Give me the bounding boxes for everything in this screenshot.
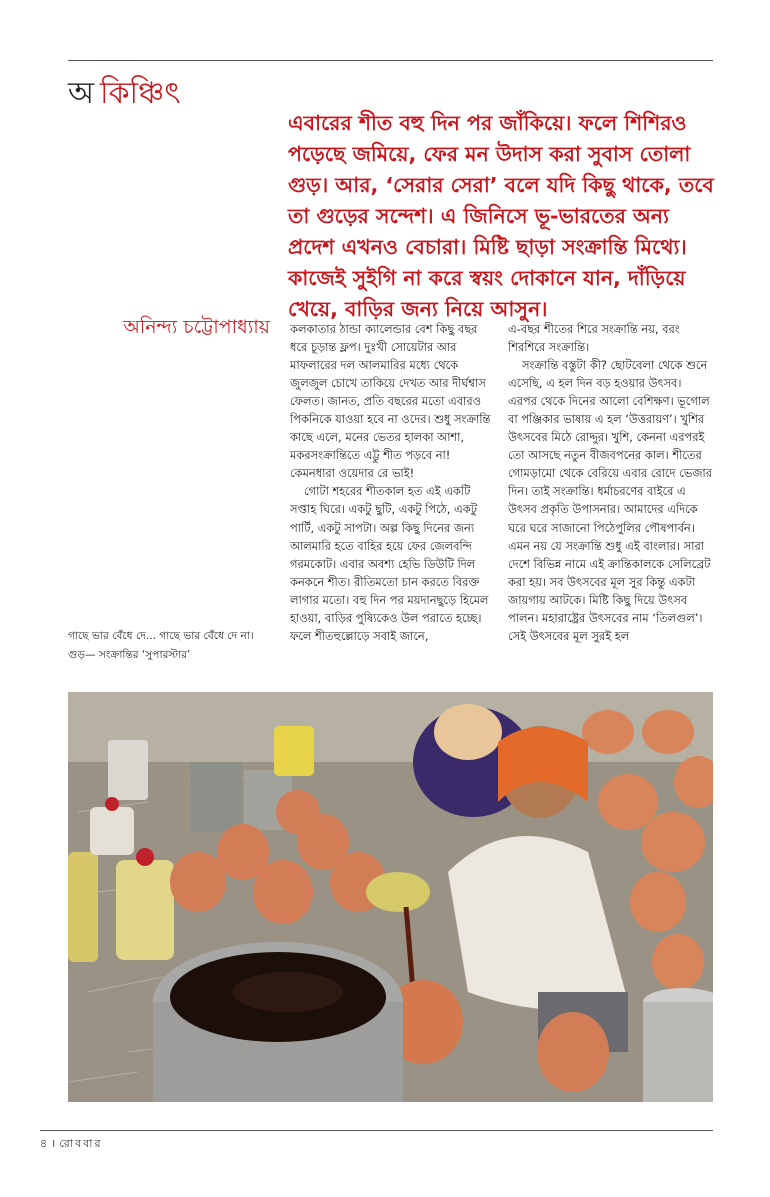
jaggery-vendor-photo: [68, 692, 713, 1102]
article-paragraph: গোটা শহরের শীতকাল হত এই একটি সপ্তাহ ঘিরে। একটু ছুটি, একটু পিঠে, একটু পার্টি, একটু সাপটা। অল্প কিছু দিনের জন্য আলমারি হতে বাহির হয়ে ফের জেলবন্দি গরমকোট। এবার অবশ্য হেভি ডিউটি দিল কনকনে শীত। রীতিমতো চান করতে বিরক্ত লাগার মতো। বহু দিন পর ময়দানছুড়ে হিমেল হাওয়া, বাড়ির পুষ্যিকেও উল পরাতে হচ্ছে। ফলে শীতহুল্লোড়ে সবাই জানে,: [290, 484, 489, 643]
section-prefix: অ: [68, 76, 94, 111]
section-header: [68, 76, 180, 112]
photo-illustration: [68, 692, 713, 1102]
article-paragraph: সংক্রান্তি বস্তুটা কী? ছোটবেলা থেকে শুনে এসেছি, এ হল দিন বড় হওয়ার উৎসব। এরপর থেকে দিনের আলো বেশিক্ষণ। ভূগোল বা পঞ্জিকার ভাষায় এ হল ‘উত্তরায়ণ’। খুশির উৎসবের মিঠে রোদ্দুর। খুশি, কেননা এরপরই তো আসছে নতুন বীজবপনের কাল। শীতের গোমড়ামো থেকে বেরিয়ে এবার রোদে ভেজার দিন। তাই সংক্রান্তি। ধর্মাচরণের বাইরে এ উৎসব প্রকৃতি উপাসনার। আমাদের এদিকে ঘরে ঘরে সাজানো পিঠেপুলির পৌষপার্বন। এমন নয় যে সংক্রান্তি শুধু এই বাংলার। সারা দেশে বিভিন্ন নামে এই ক্রান্তিকালকে সেলিব্রেট করা হয়। সব উৎসবের মূল সুর কিন্তু একটা জায়গায় আটকে। মিষ্টি কিছু দিয়ে উৎসব পালন। মহারাষ্ট্রের উৎসবের নাম ‘তিলগুল’। সেই উৎসবের মূল সুরই হল: [508, 358, 712, 643]
bottom-rule: [40, 1130, 713, 1131]
author-byline: অনিন্দ্য চট্টোপাধ্যায়: [123, 316, 270, 338]
article-column-2: [508, 320, 714, 645]
caption-line: গাছে ভার বেঁধে দে... গাছে ভার বেঁধে দে না।: [68, 630, 254, 642]
section-title: কিঞ্চিৎ: [99, 76, 181, 111]
article-paragraph: কলকাতার ঠান্ডা ক্যালেন্ডার বেশ কিছু বছর ধরে চূড়ান্ত ফ্লপ। দুঃখী সোয়েটার আর মাফলারের দল আলমারির মধ্যে থেকে জুলজুল চোখে তাকিয়ে দেখত আর দীর্ঘশ্বাস ফেলত। জানত, প্রতি বছরের মতো এবারও পিকনিকে যাওয়া হবে না ওদের। শুধু সংক্রান্তি কাছে এলে, মনের ভেতর হালকা আশা, মকরসংক্রান্তিতে এট্টু শীত পড়বে না! কেমনধারা ওয়েদার রে ভাই!: [290, 322, 491, 481]
page-folio: [40, 1136, 103, 1152]
article-column-1: [290, 320, 496, 645]
folio-separator: ।: [51, 1137, 56, 1150]
top-rule: [68, 60, 713, 61]
photo-caption: [68, 627, 273, 665]
page-number: ৪: [40, 1137, 48, 1150]
intro-paragraph: এবারের শীত বহু দিন পর জাঁকিয়ে। ফলে শিশিরও পড়েছে জমিয়ে, ফের মন উদাস করা সুবাস তোলা গুড়। আর, ‘সেরার সেরা’ বলে যদি কিছু থাকে, তবে তা গুড়ের সন্দেশ। এ জিনিসে ভূ-ভারতের অন্য প্রদেশ এখনও বেচারা। মিষ্টি ছাড়া সংক্রান্তি মিথ্যে। কাজেই সুইগি না করে স্বয়ং দোকানে যান, দাঁড়িয়ে খেয়ে, বাড়ির জন্য নিয়ে আসুন।: [288, 111, 714, 321]
magazine-name: রোববার: [59, 1137, 103, 1150]
caption-line: গুড়— সংক্রান্তির ‘সুপারস্টার’: [68, 649, 191, 661]
article-paragraph: এ-বছর শীতের শিরে সংক্রান্তি নয়, বরং শিরশিরে সংক্রান্তি।: [508, 322, 680, 355]
